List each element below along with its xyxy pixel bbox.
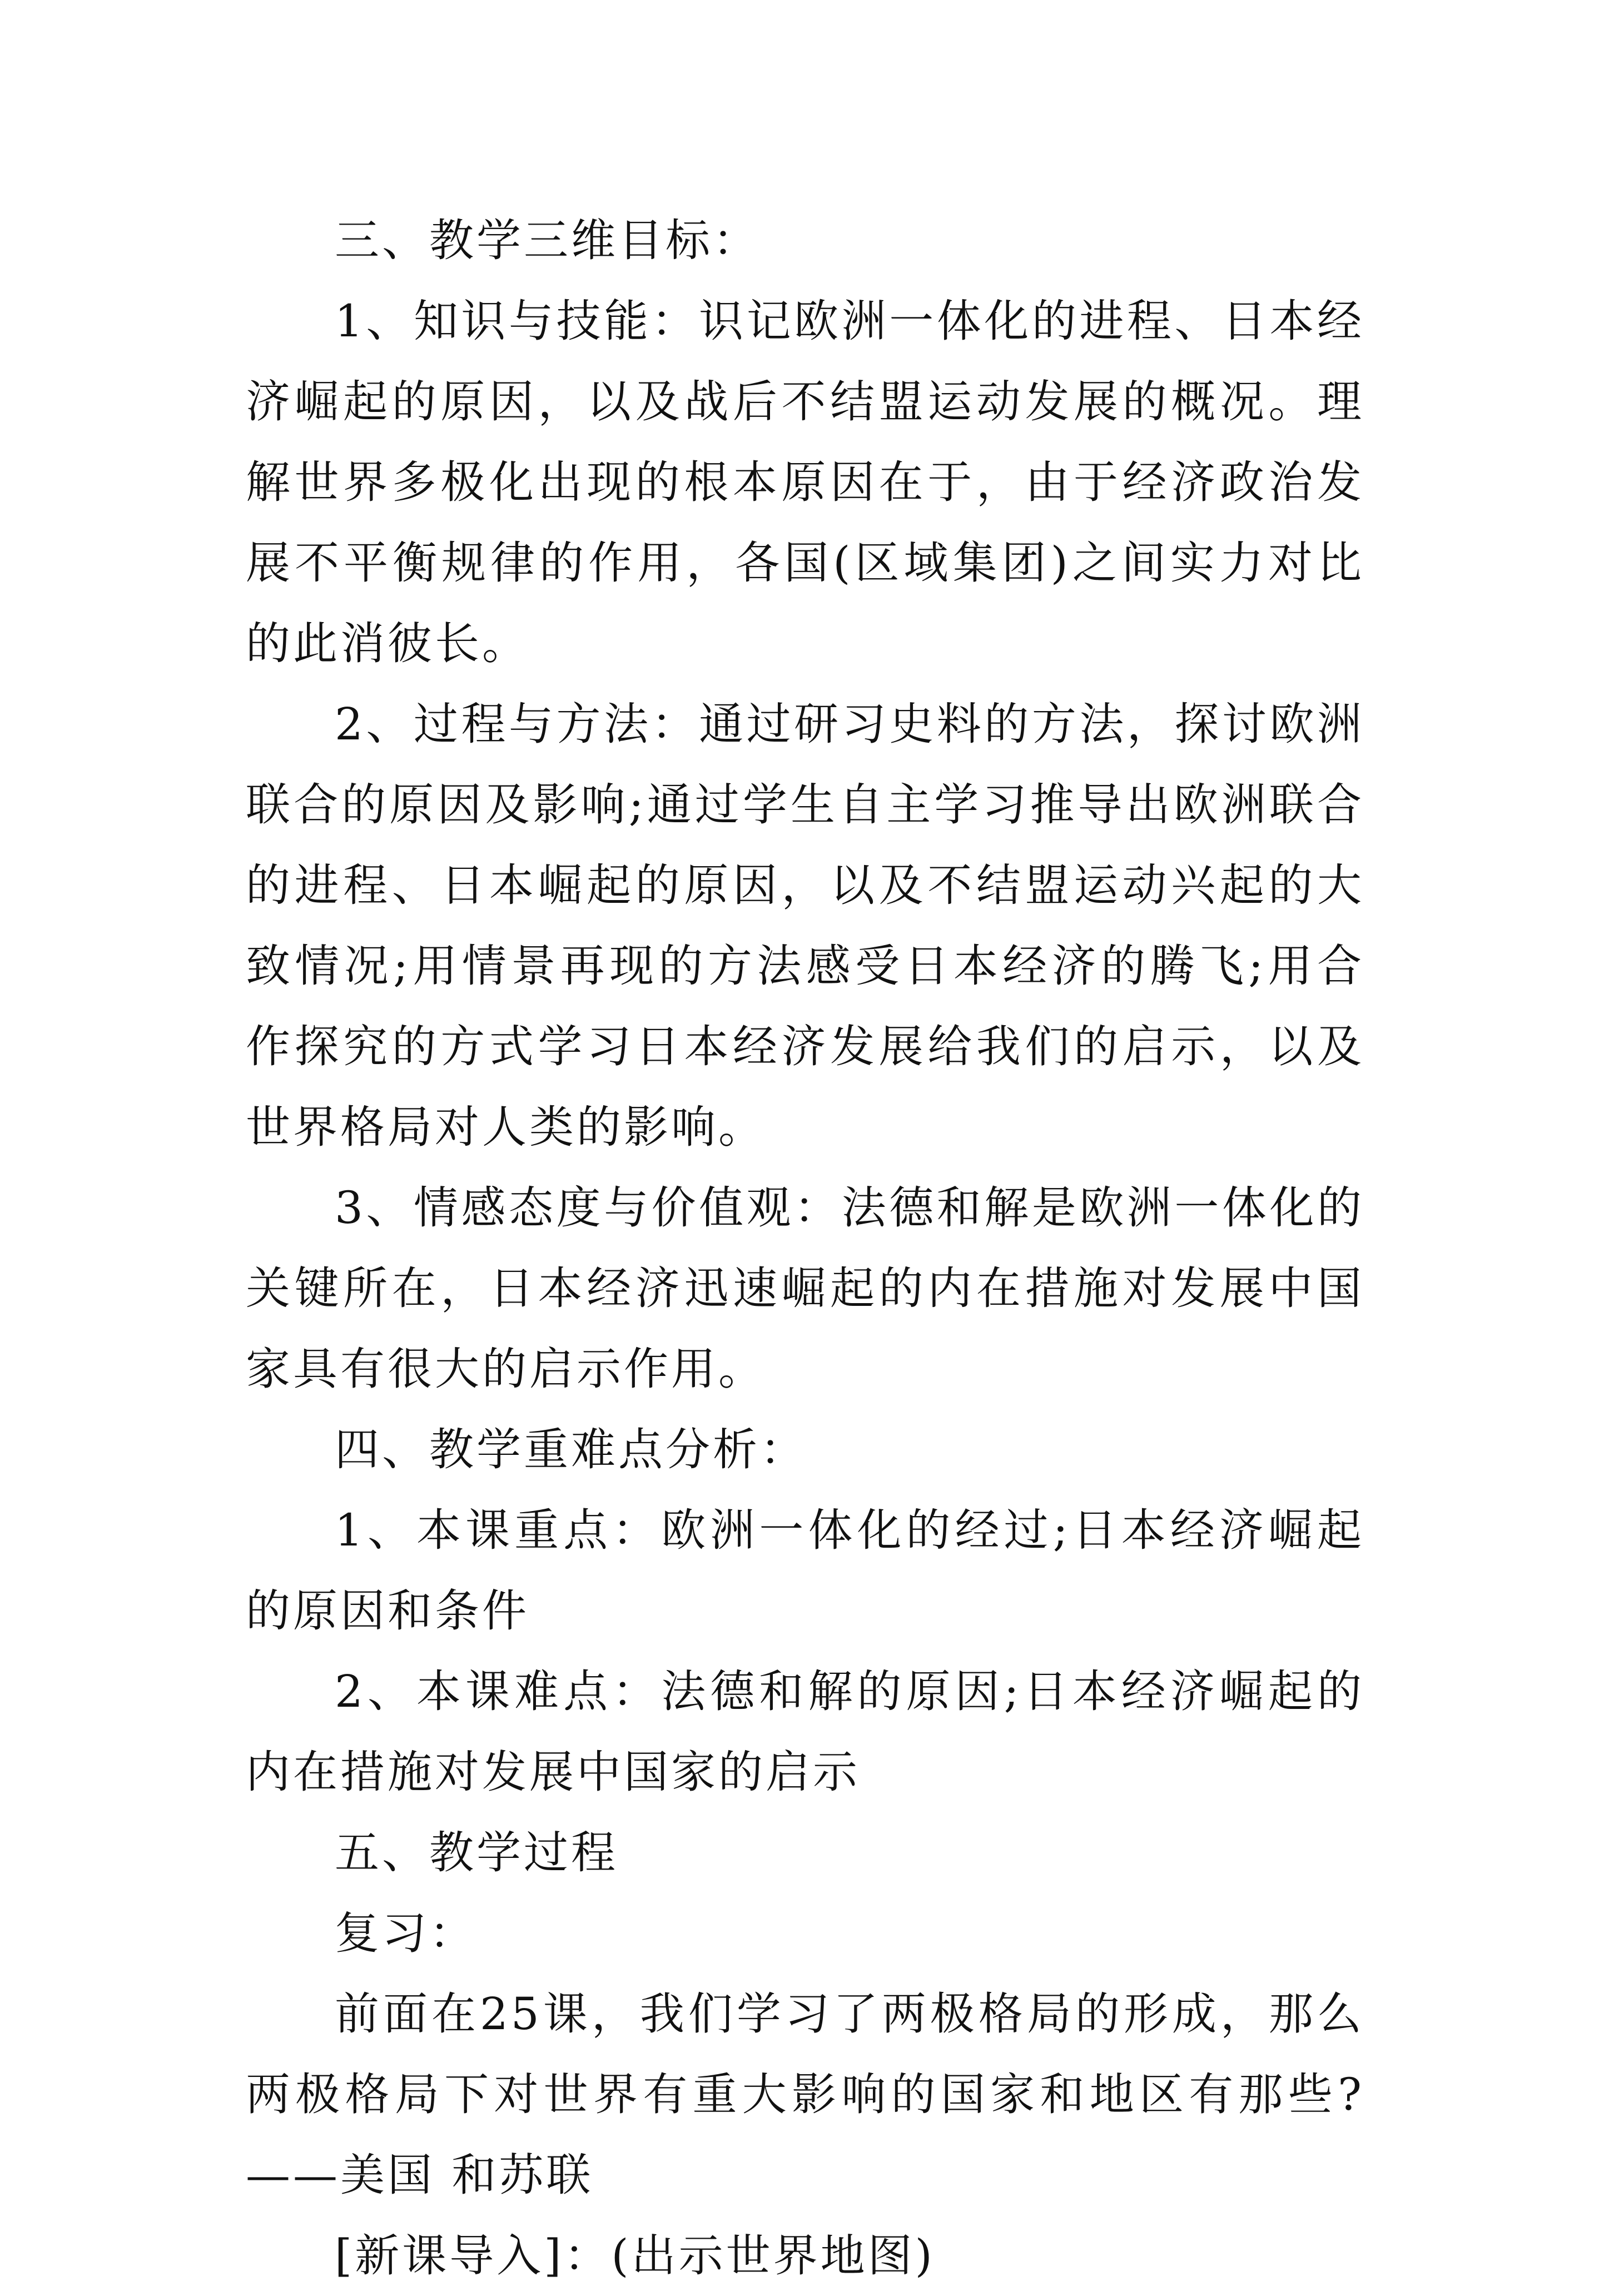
section-heading-process: 五、教学过程	[335, 1827, 618, 1878]
paragraph-process-methods: 2、过程与方法：通过研习史料的方法，探讨欧洲联合的原因及影响;通过学生自主学习推导出欧洲联合的进程、日本崛起的原因，以及不结盟运动兴起的大致情况;用情景再现的方法感受日本经济的腾飞;用合作探究的方式学习日本经济发展给我们的启示，以及世界格局对人类的影响。	[246, 698, 1364, 1153]
paragraph-key-point: 1、本课重点：欧洲一体化的经过;日本经济崛起的原因和条件	[246, 1504, 1364, 1637]
paragraph-knowledge-skills: 1、知识与技能：识记欧洲一体化的进程、日本经济崛起的原因，以及战后不结盟运动发展的概况。理解世界多极化出现的根本原因在于，由于经济政治发展不平衡规律的作用，各国(区域集团)之间实力对比的此消彼长。	[246, 295, 1364, 669]
section-heading-key-points: 四、教学重难点分析：	[335, 1424, 807, 1475]
paragraph-difficult-point: 2、本课难点：法德和解的原因;日本经济崛起的内在措施对发展中国家的启示	[246, 1666, 1364, 1798]
document-body	[246, 200, 1364, 2296]
paragraph-new-lesson-intro: [新课导入]：(出示世界地图)	[335, 2230, 935, 2282]
paragraph-review-label: 复习：	[335, 1907, 476, 1959]
section-heading-objectives: 三、教学三维目标：	[335, 215, 760, 266]
paragraph-review-content: 前面在25课，我们学习了两极格局的形成，那么两极格局下对世界有重大影响的国家和地区有那些?——美国 和苏联	[246, 1988, 1364, 2201]
paragraph-attitudes-values: 3、情感态度与价值观：法德和解是欧洲一体化的关键所在，日本经济迅速崛起的内在措施对发展中国家具有很大的启示作用。	[246, 1182, 1364, 1395]
